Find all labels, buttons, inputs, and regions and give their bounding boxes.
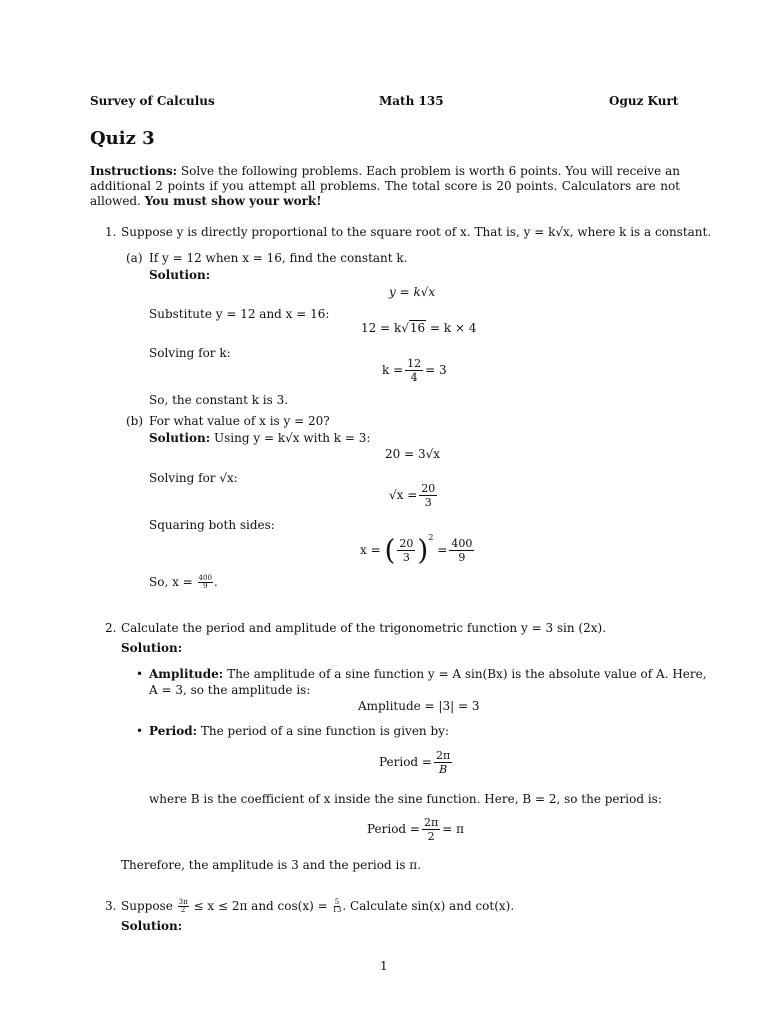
instructions-lead: Instructions: — [90, 164, 178, 178]
problem-2-solution-label: Solution: — [121, 641, 183, 655]
part-a-label: (a) — [126, 251, 143, 265]
period-eq2-lhs: Period = — [367, 822, 420, 836]
problem-3-post: . Calculate sin(x) and cot(x). — [342, 899, 515, 913]
small-fraction — [178, 899, 189, 914]
equals-sign: = — [437, 543, 448, 557]
fraction — [422, 816, 440, 843]
instructions-text: Solve the following problems. Each problem is worth 6 points. You will receive an additional 2 points if you attempt all problems. The total score is 20 points. Calculators are not allowed. — [90, 164, 680, 208]
part-b-solution — [149, 431, 370, 446]
part-a-eq2 — [361, 321, 476, 336]
part-b-eq2 — [389, 482, 439, 509]
fraction — [434, 749, 452, 776]
period-equation — [379, 749, 454, 776]
fraction-denominator: 3 — [402, 551, 410, 564]
fraction-numerator: 3π — [178, 898, 188, 906]
bullet: • — [136, 724, 144, 738]
instructor-name: Oguz Kurt — [609, 94, 679, 108]
period-label: Period: — [149, 724, 198, 738]
fraction-denominator: 3 — [424, 496, 432, 509]
instructions-emphasis: You must show your work! — [144, 194, 322, 208]
amplitude-label: Amplitude: — [149, 667, 224, 681]
fraction-denominator: 4 — [410, 371, 418, 384]
course-code: Math 135 — [379, 94, 444, 108]
problem-3-solution-label: Solution: — [121, 919, 183, 933]
problem-2-number: 2. — [105, 621, 117, 635]
part-b-solution-text: Using y = k√x with k = 3: — [210, 431, 371, 445]
period-text: The period of a sine function is given by: — [197, 724, 449, 738]
fraction — [397, 537, 415, 564]
fraction-numerator: 2π — [424, 816, 439, 829]
period-eq2-rhs: = π — [442, 822, 464, 836]
problem-3-mid: ≤ x ≤ 2π and cos(x) = — [193, 899, 328, 913]
amplitude-text: The amplitude of a sine function y = A sin(Bx) is the absolute value of A. Here, — [223, 667, 707, 681]
period-line — [149, 724, 449, 739]
bullet: • — [136, 667, 144, 681]
fraction-numerator: 400 — [198, 574, 212, 582]
fraction-denominator: 2 — [180, 906, 186, 914]
fraction-numerator: 12 — [407, 357, 422, 370]
fraction-denominator: 2 — [427, 830, 435, 843]
part-b-step1: Solving for √x: — [149, 471, 238, 485]
fraction-numerator: 20 — [421, 482, 436, 495]
part-b-label: (b) — [126, 414, 144, 428]
fraction-denominator: B — [439, 763, 448, 776]
small-fraction — [332, 899, 341, 914]
fraction — [405, 357, 423, 384]
part-a-eq2-rhs: = k × 4 — [430, 321, 477, 335]
part-b-eq3-lhs: x = — [360, 543, 381, 557]
period-eq-lhs: Period = — [379, 755, 432, 769]
problem-3-stem — [121, 899, 514, 914]
fraction — [419, 482, 437, 509]
problem-2-conclusion: Therefore, the amplitude is 3 and the period is π. — [121, 858, 422, 872]
period-text-2: where B is the coefficient of x inside the sine function. Here, B = 2, so the period is: — [149, 792, 662, 806]
fraction-numerator: 5 — [334, 898, 340, 906]
amplitude-line — [149, 667, 707, 682]
part-a-question: If y = 12 when x = 16, find the constant k. — [149, 251, 408, 265]
fraction-denominator: 9 — [458, 551, 466, 564]
part-a-step2: Solving for k: — [149, 346, 231, 360]
problem-3-number: 3. — [105, 899, 117, 913]
part-a-eq1: y = k√x — [389, 285, 436, 299]
part-a-step1: Substitute y = 12 and x = 16: — [149, 307, 330, 321]
part-a-solution-label: Solution: — [149, 268, 211, 282]
problem-1-number: 1. — [105, 225, 117, 239]
right-paren: ) — [417, 533, 429, 567]
part-a-eq3 — [382, 357, 447, 384]
problem-1-stem: Suppose y is directly proportional to the square root of x. That is, y = k√x, where k is a constant. — [121, 225, 712, 239]
period-equation-2 — [367, 816, 464, 843]
fraction-denominator: 9 — [203, 582, 208, 590]
part-a-eq3-lhs: k = — [382, 363, 404, 377]
page-number: 1 — [380, 959, 388, 973]
part-a-eq3-rhs: = 3 — [425, 363, 447, 377]
part-b-solution-label: Solution: — [149, 431, 211, 445]
left-paren: ( — [384, 533, 396, 567]
part-a-conclusion: So, the constant k is 3. — [149, 393, 289, 407]
fraction-numerator: 20 — [399, 537, 414, 550]
part-a-eq2-rad: 16 — [409, 321, 426, 335]
fraction — [449, 537, 474, 564]
fraction-numerator: 400 — [451, 537, 473, 550]
part-b-eq3 — [360, 530, 476, 565]
exponent: 2 — [428, 533, 434, 542]
small-fraction — [198, 575, 213, 590]
part-b-conclusion: So, x = $\frac{400}{9}$ . — [149, 574, 218, 590]
part-b-conclusion-lhs: So, x = — [149, 575, 193, 589]
part-b-question: For what value of x is y = 20? — [149, 414, 330, 428]
part-b-eq1: 20 = 3√x — [385, 447, 441, 461]
instructions — [90, 164, 680, 209]
fraction-numerator: 2π — [436, 749, 451, 762]
fraction-denominator: 13 — [332, 906, 342, 914]
part-b-step2: Squaring both sides: — [149, 518, 275, 532]
part-b-eq2-lhs: √x = — [389, 488, 418, 502]
part-a-eq2-lhs: 12 = k — [361, 321, 402, 335]
course-name: Survey of Calculus — [90, 94, 215, 108]
sqrt-symbol: √16 — [401, 321, 426, 335]
quiz-title: Quiz 3 — [90, 128, 155, 149]
amplitude-text-2: A = 3, so the amplitude is: — [149, 683, 311, 697]
amplitude-equation: Amplitude = |3| = 3 — [358, 699, 480, 713]
problem-2-stem: Calculate the period and amplitude of the trigonometric function y = 3 sin (2x). — [121, 621, 607, 635]
problem-3-pre: Suppose — [121, 899, 173, 913]
